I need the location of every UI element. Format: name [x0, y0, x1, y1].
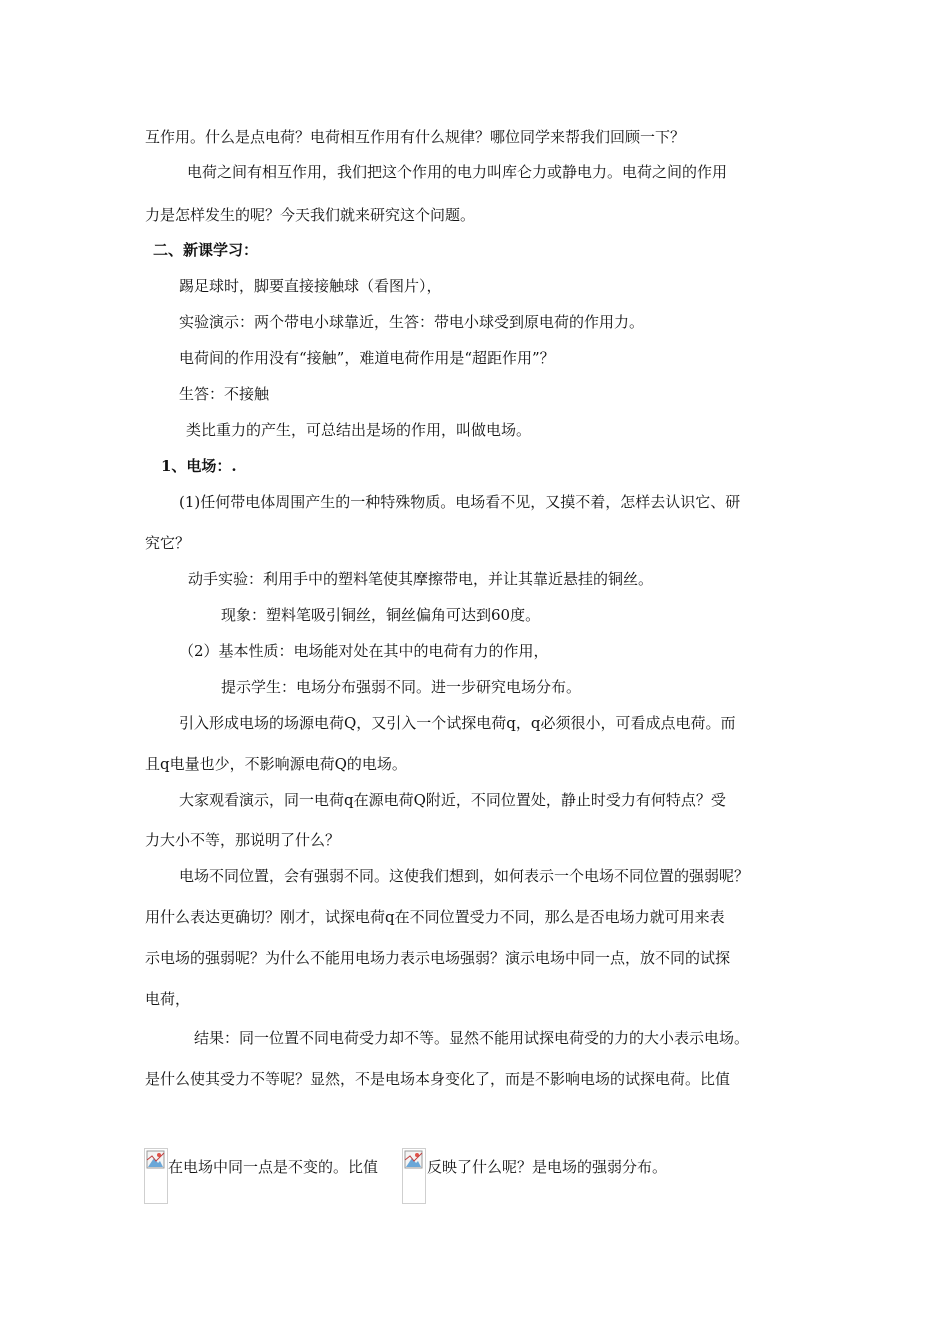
- text-line: 电荷，: [145, 990, 191, 1008]
- text-line: 类比重力的产生，可总结出是场的作用，叫做电场。: [186, 421, 532, 439]
- text-line: 大家观看演示，同一电荷q在源电荷Q附近，不同位置处，静止时受力有何特点？受: [179, 791, 726, 809]
- text-line: 生答：不接触: [179, 385, 270, 403]
- text-line: 在电场中同一点是不变的。比值: [168, 1158, 379, 1176]
- broken-image-icon: [144, 1148, 168, 1204]
- text-line: 力大小不等，那说明了什么？: [145, 831, 341, 849]
- text-line: 踢足球时，脚要直接接触球（看图片），: [179, 277, 442, 295]
- text-line: 引入形成电场的场源电荷Q，又引入一个试探电荷q，q必须很小，可看成点电荷。而: [179, 714, 736, 732]
- text-line: 电荷之间有相互作用，我们把这个作用的电力叫库仑力或静电力。电荷之间的作用: [187, 163, 728, 181]
- text-line: 反映了什么呢？是电场的强弱分布。: [427, 1158, 668, 1176]
- text-line: 现象：塑料笔吸引铜丝，铜丝偏角可达到60度。: [221, 606, 541, 624]
- text-line: 是什么使其受力不等呢？显然，不是电场本身变化了，而是不影响电场的试探电荷。比值: [145, 1070, 731, 1088]
- text-line: 实验演示：两个带电小球靠近，生答：带电小球受到原电荷的作用力。: [179, 313, 645, 331]
- text-line: 究它？: [145, 534, 191, 552]
- text-line: 用什么表达更确切？刚才，试探电荷q在不同位置受力不同，那么是否电场力就可用来表: [145, 908, 725, 926]
- text-line: 互作用。什么是点电荷？电荷相互作用有什么规律？哪位同学来帮我们回顾一下？: [145, 128, 686, 146]
- text-line: 力是怎样发生的呢？今天我们就来研究这个问题。: [145, 206, 476, 224]
- text-line: 电场不同位置，会有强弱不同。这使我们想到，如何表示一个电场不同位置的强弱呢？: [179, 867, 750, 885]
- broken-image-glyph: [146, 1150, 166, 1170]
- subsection-heading: 1、电场：.: [161, 457, 237, 475]
- text-line: （2）基本性质：电场能对处在其中的电荷有力的作用，: [179, 642, 549, 660]
- text-line: 结果：同一位置不同电荷受力却不等。显然不能用试探电荷受的力的大小表示电场。: [194, 1029, 750, 1047]
- broken-image-icon: [402, 1148, 426, 1204]
- text-line: (1)任何带电体周围产生的一种特殊物质。电场看不见，又摸不着，怎样去认识它、研: [179, 493, 741, 511]
- text-line: 电荷间的作用没有“接触”，难道电荷作用是“超距作用”？: [179, 349, 555, 367]
- text-line: 动手实验：利用手中的塑料笔使其摩擦带电，并让其靠近悬挂的铜丝。: [188, 570, 654, 588]
- text-line: 且q电量也少，不影响源电荷Q的电场。: [145, 755, 407, 773]
- text-line: 提示学生：电场分布强弱不同。进一步研究电场分布。: [221, 678, 582, 696]
- text-line: 示电场的强弱呢？为什么不能用电场力表示电场强弱？演示电场中同一点，放不同的试探: [145, 949, 731, 967]
- broken-image-glyph: [404, 1150, 424, 1170]
- section-heading: 二、新课学习：: [153, 241, 259, 259]
